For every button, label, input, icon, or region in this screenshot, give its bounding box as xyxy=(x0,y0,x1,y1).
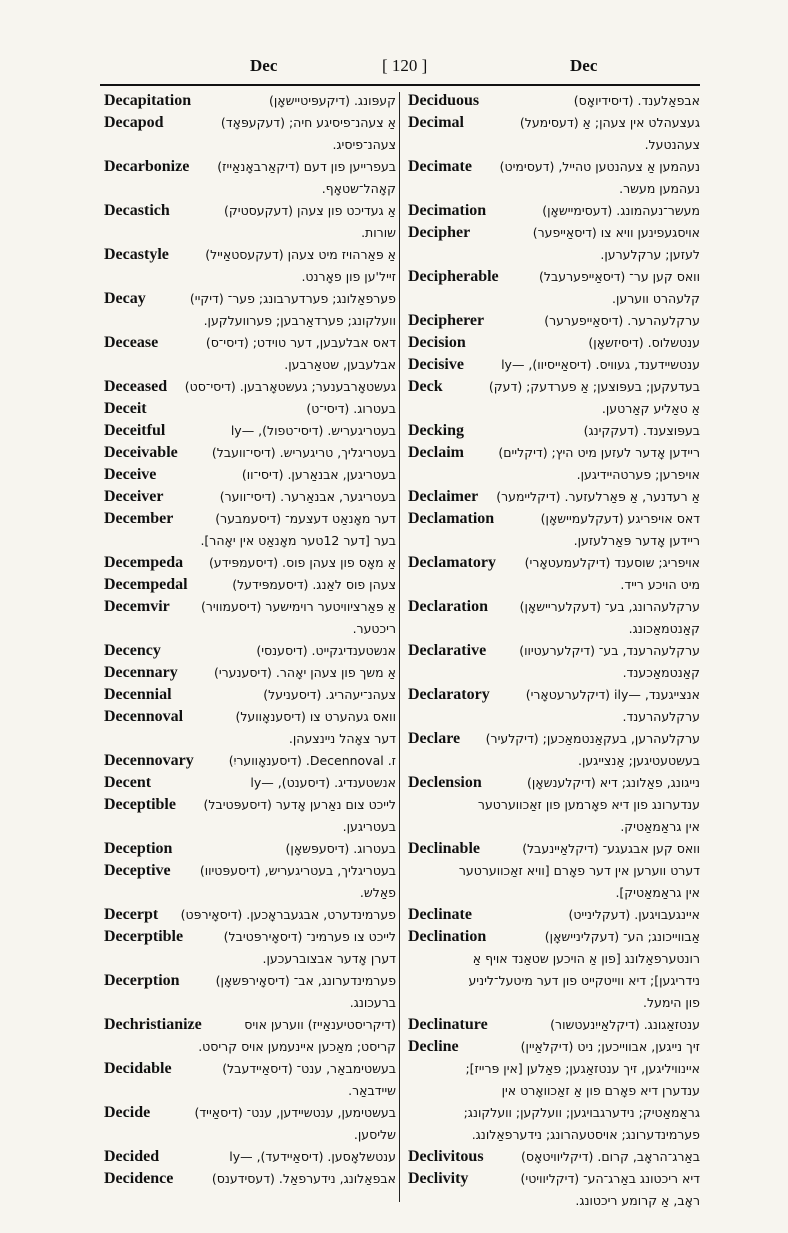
entry-first-line xyxy=(104,90,396,112)
entry-headword: Deceit xyxy=(104,400,147,417)
entry-headword: Decimate xyxy=(408,158,472,175)
entry-headword: Decipherable xyxy=(408,268,499,285)
dictionary-entry xyxy=(408,222,700,266)
entry-headword: Decide xyxy=(104,1104,151,1121)
entry-headword: Deception xyxy=(104,840,173,857)
entry-definition: לייכט צום נאַרען אָדער (דיסעפּטיבל) xyxy=(203,797,396,812)
entry-definition: בעטרוג. (דיסעפּשאָן) xyxy=(285,841,396,856)
entry-continuation: ענדערונג פון דיא פאָרמען פון זאַכווערטער xyxy=(477,797,700,812)
entry-headword: Declivitous xyxy=(408,1148,484,1165)
entry-headword: Decennial xyxy=(104,686,172,703)
entry-headword: Decempedal xyxy=(104,576,188,593)
entry-continuation: דער צאָהל ניינצעהן. xyxy=(288,731,396,746)
dictionary-entry xyxy=(408,552,700,596)
entry-headword: Deceiver xyxy=(104,488,164,505)
dictionary-entry xyxy=(104,288,396,332)
entry-definition: בעטריגער, אבנאַרער. (דיסי־ווער) xyxy=(219,489,396,504)
dictionary-entry xyxy=(104,112,396,156)
entry-first-line xyxy=(408,596,700,618)
entry-first-line xyxy=(408,90,700,112)
entry-first-line xyxy=(104,1014,396,1036)
entry-continuation: מיט הויכע רייד. xyxy=(620,577,700,592)
entry-headword: Decimation xyxy=(408,202,487,219)
entry-first-line xyxy=(408,420,700,442)
entry-continuation: זייל'ען פון פאָרנט. xyxy=(301,269,396,284)
entry-definition: אַ משך פון צעהן יאָהר. (דיסענערי) xyxy=(213,665,396,680)
entry-first-line xyxy=(104,156,396,178)
entry-headword: Decempeda xyxy=(104,554,184,571)
entry-first-line xyxy=(408,552,700,574)
entry-continuation: דערן אָדער אבצוברעכען. xyxy=(262,951,396,966)
entry-definition: אַבווייכונג; הע־ (דעקליניישאָן) xyxy=(544,929,700,944)
entry-definition: איינגעבויגען. (דעקלינייט) xyxy=(568,907,700,922)
entry-continuation: אויפרען; פערטהיידיגען. xyxy=(576,467,700,482)
entry-continuation: נידריגען]; דיא ווייטקייט פון דער מיטעל־ליניע xyxy=(468,973,700,988)
entry-definition: דאס אויפריגע (דעקלעמיישאָן) xyxy=(540,511,700,526)
entry-first-line xyxy=(104,596,396,618)
entry-definition: אַ מאָס פון צעהן פוס. (דיסעמפּידע) xyxy=(209,555,396,570)
dictionary-entry xyxy=(408,112,700,156)
entry-headword: Decarbonize xyxy=(104,158,190,175)
entry-first-line xyxy=(104,1168,396,1190)
entry-first-line xyxy=(104,750,396,772)
dictionary-entry xyxy=(408,838,700,904)
entry-continuation: בעשטעטיגען; אַנצייגען. xyxy=(577,753,700,768)
page-header xyxy=(100,56,700,82)
dictionary-entry xyxy=(408,156,700,200)
entry-first-line xyxy=(104,1058,396,1080)
entry-first-line xyxy=(104,376,396,398)
dictionary-entry xyxy=(408,728,700,772)
dictionary-entry xyxy=(104,508,396,552)
right-column xyxy=(408,90,700,1212)
dictionary-entry xyxy=(104,904,396,926)
dictionary-entry xyxy=(408,684,700,728)
entry-headword: Declinate xyxy=(408,906,472,923)
entry-headword: Decay xyxy=(104,290,146,307)
dictionary-entry xyxy=(104,662,396,684)
entry-definition: נייגונג, פאַלונג; דיא (דיקלענשאָן) xyxy=(526,775,700,790)
dictionary-entry xyxy=(408,420,700,442)
entry-headword: Decimal xyxy=(408,114,464,131)
entry-first-line xyxy=(104,662,396,684)
entry-definition: אנשטענדיגקייט. (דיסענסי) xyxy=(256,643,396,658)
entry-definition: נעהמען אַ צעהנטען טהייל, (דעסימיט) xyxy=(499,159,700,174)
entry-continuation: קאָהל־שטאָף. xyxy=(321,181,396,196)
entry-definition: ערקלעהרענד, בע־ (דיקלערעטיוו) xyxy=(519,643,700,658)
entry-headword: Decency xyxy=(104,642,161,659)
entry-continuation: פון הימעל. xyxy=(643,995,700,1010)
entry-first-line xyxy=(408,1036,700,1058)
entry-continuation: לעזען; ערקלערען. xyxy=(600,247,700,262)
entry-definition: פערמינדערט, אבגעבראָכען. (דיסאָירפּט) xyxy=(180,907,396,922)
entry-first-line xyxy=(104,464,396,486)
entry-headword: December xyxy=(104,510,174,527)
entry-headword: Decennoval xyxy=(104,708,184,725)
dictionary-entry xyxy=(408,904,700,926)
dictionary-entry xyxy=(408,596,700,640)
entry-first-line xyxy=(408,442,700,464)
entry-first-line xyxy=(408,486,700,508)
dictionary-entry xyxy=(104,596,396,640)
entry-continuation: שורות. xyxy=(361,225,396,240)
entry-definition: אַ פּאַרהויז מיט צעהן (דעקעסטאַייל) xyxy=(205,247,396,262)
entry-headword: Decipher xyxy=(408,224,471,241)
entry-first-line xyxy=(104,706,396,728)
entry-definition: אַ רעדנער, אַ פּאַרלעזער. (דיקליימער) xyxy=(496,489,700,504)
entry-definition: בעדעקען; בעפּוצען; אַ פערדעק; (דעק) xyxy=(488,379,700,394)
entry-headword: Decapitation xyxy=(104,92,192,109)
dictionary-entry xyxy=(408,926,700,1014)
dictionary-entry xyxy=(104,464,396,486)
entry-first-line xyxy=(408,266,700,288)
dictionary-entry xyxy=(104,486,396,508)
entry-continuation: בעטריגען. xyxy=(342,819,396,834)
entry-definition: וואס געהערט צו (דיסענאָוועל) xyxy=(235,709,396,724)
entry-definition: געצעהלט אין צעהן; אַ (דעסימעל) xyxy=(519,115,700,130)
entry-headword: Declarative xyxy=(408,642,487,659)
entry-definition: ערקלעהרונג, בע־ (דעקלעריישאָן) xyxy=(519,599,700,614)
entry-definition: בעשטימען, ענטשיידען, ענט־ (דיסאַייד) xyxy=(194,1105,396,1120)
dictionary-entry xyxy=(104,200,396,244)
entry-headword: Decipherer xyxy=(408,312,485,329)
dictionary-entry xyxy=(104,1146,396,1168)
entry-headword: Declare xyxy=(408,730,461,747)
entry-first-line xyxy=(104,860,396,882)
entry-first-line xyxy=(104,904,396,926)
entry-headword: Declinable xyxy=(408,840,480,857)
entry-definition: (דיקריסטיענאַייז) ווערען אויס xyxy=(244,1017,396,1032)
entry-continuation: נעהמען מעשר. xyxy=(619,181,700,196)
entry-continuation: וועלקונג; פערדאַרבען; פערוועלקען. xyxy=(203,313,396,328)
entry-headword: Decking xyxy=(408,422,464,439)
dictionary-entry xyxy=(104,442,396,464)
entry-continuation: ריכטער. xyxy=(352,621,396,636)
entry-first-line xyxy=(104,508,396,530)
entry-first-line xyxy=(408,1014,700,1036)
entry-first-line xyxy=(104,970,396,992)
entry-first-line xyxy=(408,838,700,860)
column-divider xyxy=(399,92,400,1202)
entry-definition: ענטשיידענד, געוויס. (דיסאַייסיוו), —ly xyxy=(501,357,700,372)
entry-first-line xyxy=(408,200,700,222)
entry-first-line xyxy=(104,200,396,222)
entry-definition: ז. Decennoval. (דיסענאָוועריִ) xyxy=(228,753,396,768)
entry-headword: Decemvir xyxy=(104,598,170,615)
entry-definition: דיא ריכטונג באַרג־הע־ (דיקליוויטי) xyxy=(520,1171,700,1186)
entry-first-line xyxy=(104,332,396,354)
left-column xyxy=(104,90,396,1190)
entry-headword: Deck xyxy=(408,378,443,395)
dictionary-entry xyxy=(104,1014,396,1058)
entry-headword: Declaration xyxy=(408,598,488,615)
entry-continuation: קאַנטמאַכונג. xyxy=(628,621,700,636)
dictionary-entry xyxy=(408,266,700,310)
entry-headword: Deceptible xyxy=(104,796,176,813)
entry-first-line xyxy=(408,904,700,926)
entry-continuation: בער [דער 12טער מאָנאַט אין יאָהר]. xyxy=(200,533,396,548)
entry-definition: ריידען אָדער לעזען מיט היץ; (דיקליים) xyxy=(498,445,700,460)
entry-continuation: ענדערן דיא פאָרם פון אַ זאַכוואָרט אין xyxy=(501,1083,700,1098)
entry-first-line xyxy=(408,728,700,750)
entry-first-line xyxy=(104,486,396,508)
entry-continuation: רונטערפאַלונג [פון אַ הויכען שטאַנד אויף אַ xyxy=(472,951,700,966)
header-right-guideword: Dec xyxy=(570,56,598,75)
entry-definition: בעפּוצענד. (דעקקינג) xyxy=(583,423,700,438)
entry-definition: מעשר־נעהמונג. (דעסימיישאָן) xyxy=(542,203,700,218)
entry-first-line xyxy=(104,244,396,266)
entry-first-line xyxy=(408,1168,700,1190)
dictionary-entry xyxy=(104,750,396,772)
entry-definition: אויסגעפינען וויא צו (דיסאַייפער) xyxy=(532,225,700,240)
entry-continuation: צעהנטעל. xyxy=(644,137,700,152)
entry-first-line xyxy=(104,926,396,948)
entry-continuation: פערמינדערונג; אויסטעהרונג; נידערפאַלונג. xyxy=(471,1127,700,1142)
entry-continuation: פאַלש. xyxy=(359,885,396,900)
entry-definition: אויפריג; שוסענד (דיקלעמעטאָרי) xyxy=(524,555,700,570)
entry-definition: בעטריגליך, בעטריגעריש, (דיסעפּטיוו) xyxy=(199,863,396,878)
dictionary-entry xyxy=(104,926,396,970)
entry-definition: וואס קען ער־ (דיסאַייפערעבל) xyxy=(539,269,700,284)
entry-definition: ערקלעהרער. (דיסאַייפערער) xyxy=(544,313,700,328)
entry-first-line xyxy=(104,1102,396,1124)
header-rule xyxy=(100,84,700,86)
entry-definition: צעהן פוס לאַנג. (דיסעמפּידעל) xyxy=(232,577,396,592)
dictionary-entry xyxy=(408,90,700,112)
entry-headword: Decerpt xyxy=(104,906,159,923)
entry-first-line xyxy=(408,640,700,662)
entry-continuation: גראַמאַטיק; נידערגבויגען; וועלקען; וועלקונג; xyxy=(463,1105,700,1120)
entry-headword: Decerptible xyxy=(104,928,184,945)
dictionary-entry xyxy=(104,684,396,706)
entry-first-line xyxy=(104,684,396,706)
dictionary-entry xyxy=(104,398,396,420)
entry-headword: Declivity xyxy=(408,1170,469,1187)
entry-first-line xyxy=(104,398,396,420)
entry-first-line xyxy=(104,640,396,662)
entry-headword: Deceased xyxy=(104,378,168,395)
entry-definition: דער מאָנאַט דעצעמ־ (דיסעמבער) xyxy=(215,511,396,526)
entry-first-line xyxy=(104,420,396,442)
header-left-guideword: Dec xyxy=(250,56,278,75)
dictionary-entry xyxy=(408,1146,700,1168)
entry-headword: Declaim xyxy=(408,444,464,461)
dictionary-entry xyxy=(104,706,396,750)
entry-definition: אַ צעהנ־פיסיגע חיה; (דעקעפּאָד) xyxy=(220,115,396,130)
entry-continuation: שיידבאַר. xyxy=(348,1083,396,1098)
entry-definition: בעפרייען פון דעם (דיקאַרבאָנאַייז) xyxy=(217,159,396,174)
dictionary-entry xyxy=(408,200,700,222)
dictionary-entry xyxy=(104,574,396,596)
dictionary-entry xyxy=(408,772,700,838)
entry-headword: Decease xyxy=(104,334,159,351)
entry-definition: פערפאַלונג; פערדערבונג; פער־ (דיקיי) xyxy=(189,291,396,306)
dictionary-entry xyxy=(408,376,700,420)
entry-definition: אנשטענדיג. (דיסענט), —ly xyxy=(250,775,396,790)
dictionary-entry xyxy=(104,794,396,838)
dictionary-entry xyxy=(104,90,396,112)
dictionary-entry xyxy=(104,552,396,574)
entry-definition: ענטשלוס. (דיסיזשאָן) xyxy=(588,335,700,350)
entry-definition: ענטשלאָסען. (דיסאַיידעד), —ly xyxy=(229,1149,396,1164)
entry-headword: Deceitful xyxy=(104,422,166,439)
entry-headword: Decline xyxy=(408,1038,459,1055)
entry-headword: Declamatory xyxy=(408,554,496,571)
entry-definition: באַרג־הראָב, קרום. (דיקליוויטאָס) xyxy=(521,1149,700,1164)
entry-continuation: קאַנטמאַכענד. xyxy=(622,665,700,680)
entry-continuation: ראָב, אַ קרומע ריכטונג. xyxy=(575,1193,700,1208)
entry-first-line xyxy=(104,838,396,860)
entry-first-line xyxy=(408,1146,700,1168)
entry-headword: Decidence xyxy=(104,1170,174,1187)
entry-headword: Decerption xyxy=(104,972,180,989)
dictionary-entry xyxy=(104,1058,396,1102)
dictionary-entry xyxy=(408,354,700,376)
dictionary-entry xyxy=(104,970,396,1014)
entry-definition: בעטריגעריש. (דיסי־טפול), —ly xyxy=(230,423,396,438)
entry-headword: Dechristianize xyxy=(104,1016,202,1033)
entry-headword: Declaimer xyxy=(408,488,479,505)
dictionary-entry xyxy=(408,442,700,486)
page-number: [ 120 ] xyxy=(382,56,428,75)
entry-headword: Decent xyxy=(104,774,152,791)
entry-continuation: דערט ווערען אין דער פאָרם [וויא זאַכווערטער xyxy=(458,863,700,878)
entry-definition: אַ געדיכט פון צעהן (דעקעסטיק) xyxy=(224,203,396,218)
dictionary-entry xyxy=(104,640,396,662)
dictionary-entry xyxy=(104,332,396,376)
entry-headword: Decidable xyxy=(104,1060,172,1077)
entry-headword: Declamation xyxy=(408,510,495,527)
entry-headword: Deceive xyxy=(104,466,157,483)
dictionary-entry xyxy=(104,244,396,288)
entry-continuation: ריידען אָדער פּאַרלעזען. xyxy=(573,533,700,548)
entry-first-line xyxy=(408,926,700,948)
entry-definition: בעטריגען, אבנאַרען. (דיסי־וו) xyxy=(241,467,396,482)
dictionary-entry xyxy=(408,508,700,552)
entry-first-line xyxy=(104,1146,396,1168)
dictionary-entry xyxy=(408,1014,700,1036)
entry-continuation: ערקלעהרענד. xyxy=(622,709,700,724)
entry-first-line xyxy=(408,772,700,794)
entry-continuation: אבלעבען, שטאַרבען. xyxy=(284,357,396,372)
entry-continuation: אין גראַמאַטיק]. xyxy=(615,885,700,900)
dictionary-entry xyxy=(408,486,700,508)
entry-definition: בעטרוג. (דיסי־ט) xyxy=(306,401,396,416)
dictionary-entry xyxy=(104,860,396,904)
entry-headword: Decennovary xyxy=(104,752,194,769)
entry-first-line xyxy=(408,684,700,706)
dictionary-entry xyxy=(104,376,396,398)
dictionary-entry xyxy=(104,772,396,794)
entry-continuation: שליסען. xyxy=(353,1127,396,1142)
dictionary-entry xyxy=(104,1102,396,1146)
entry-first-line xyxy=(408,354,700,376)
entry-headword: Decision xyxy=(408,334,466,351)
entry-headword: Deceptive xyxy=(104,862,171,879)
entry-continuation: קלעהרט ווערען. xyxy=(612,291,700,306)
entry-continuation: צעהנ־פיסיג. xyxy=(332,137,396,152)
entry-definition: אבפאַלונג, נידערפאַל. (דעסידענס) xyxy=(211,1171,396,1186)
entry-definition: זיך נייגען, אבווייכען; ניט (דיקלאַיין) xyxy=(520,1039,700,1054)
entry-headword: Declaratory xyxy=(408,686,490,703)
dictionary-entry xyxy=(104,838,396,860)
entry-headword: Decapod xyxy=(104,114,164,131)
entry-definition: קעפּונג. (דיקעפּיטיישאָן) xyxy=(269,93,396,108)
entry-first-line xyxy=(408,112,700,134)
entry-definition: דאס אבלעבען, דער טוידט; (דיסי־ס) xyxy=(205,335,396,350)
dictionary-entry xyxy=(408,310,700,332)
dictionary-entry xyxy=(408,332,700,354)
entry-definition: אַ פּאַרציוויטער רוימישער (דיסעמוויר) xyxy=(200,599,396,614)
entry-first-line xyxy=(408,222,700,244)
entry-first-line xyxy=(104,574,396,596)
entry-first-line xyxy=(104,552,396,574)
entry-first-line xyxy=(104,794,396,816)
entry-headword: Decisive xyxy=(408,356,464,373)
entry-definition: בעשטימבאַר, ענט־ (דיסאַיידעבל) xyxy=(222,1061,396,1076)
entry-definition: ערקלעהרען, בעקאַנטמאַכען; (דיקלעיר) xyxy=(485,731,700,746)
entry-headword: Deceivable xyxy=(104,444,178,461)
entry-definition: ענטזאַגונג. (דיקלאַייִנעטשור) xyxy=(550,1017,700,1032)
entry-continuation: ברעכונג. xyxy=(349,995,396,1010)
entry-continuation: איינוויליגען, זיך ענטזאַגען; פאַלען [אין פּרייז]; xyxy=(465,1061,700,1076)
dictionary-entry xyxy=(408,640,700,684)
entry-definition: אנצייגענד, —ily (דיקלערעטאָרי) xyxy=(525,687,700,702)
entry-definition: געשטאָרבענער; געשטאָרבען. (דיסי־סט) xyxy=(184,379,396,394)
entry-definition: פערמינדערונג, אב־ (דיסאָירפּשאָן) xyxy=(215,973,396,988)
entry-definition: לייכט צו פערמינ־ (דיסאָירפּטיבל) xyxy=(223,929,396,944)
dictionary-entry xyxy=(104,420,396,442)
entry-headword: Declination xyxy=(408,928,487,945)
entry-first-line xyxy=(104,288,396,310)
entry-headword: Decennary xyxy=(104,664,178,681)
entry-first-line xyxy=(408,332,700,354)
entry-headword: Deciduous xyxy=(408,92,480,109)
entry-headword: Decided xyxy=(104,1148,160,1165)
entry-first-line xyxy=(104,442,396,464)
entry-definition: אבפאַלענד. (דיסידיואָס) xyxy=(573,93,700,108)
entry-first-line xyxy=(104,112,396,134)
entry-headword: Decastich xyxy=(104,202,170,219)
entry-headword: Declinature xyxy=(408,1016,488,1033)
entry-headword: Declension xyxy=(408,774,482,791)
dictionary-entry xyxy=(104,1168,396,1190)
entry-definition: וואס קען אבגעגע־ (דיקלאַיינעבל) xyxy=(522,841,700,856)
entry-first-line xyxy=(408,156,700,178)
entry-definition: בעטריגליך, טריגעריש. (דיסי־וועבל) xyxy=(211,445,396,460)
entry-continuation: אין גראַמאַטיק. xyxy=(620,819,700,834)
dictionary-entry xyxy=(408,1168,700,1212)
dictionary-entry xyxy=(408,1036,700,1146)
entry-continuation: קריסט; מאַכען איינעמען אויס קריסט. xyxy=(198,1039,396,1054)
entry-first-line xyxy=(408,310,700,332)
entry-first-line xyxy=(408,508,700,530)
entry-first-line xyxy=(408,376,700,398)
dictionary-entry xyxy=(104,156,396,200)
entry-continuation: אַ טאַליע קאַרטען. xyxy=(601,401,700,416)
entry-headword: Decastyle xyxy=(104,246,169,263)
entry-first-line xyxy=(104,772,396,794)
entry-definition: צעהנ־יעהריג. (דיסעניעל) xyxy=(263,687,396,702)
